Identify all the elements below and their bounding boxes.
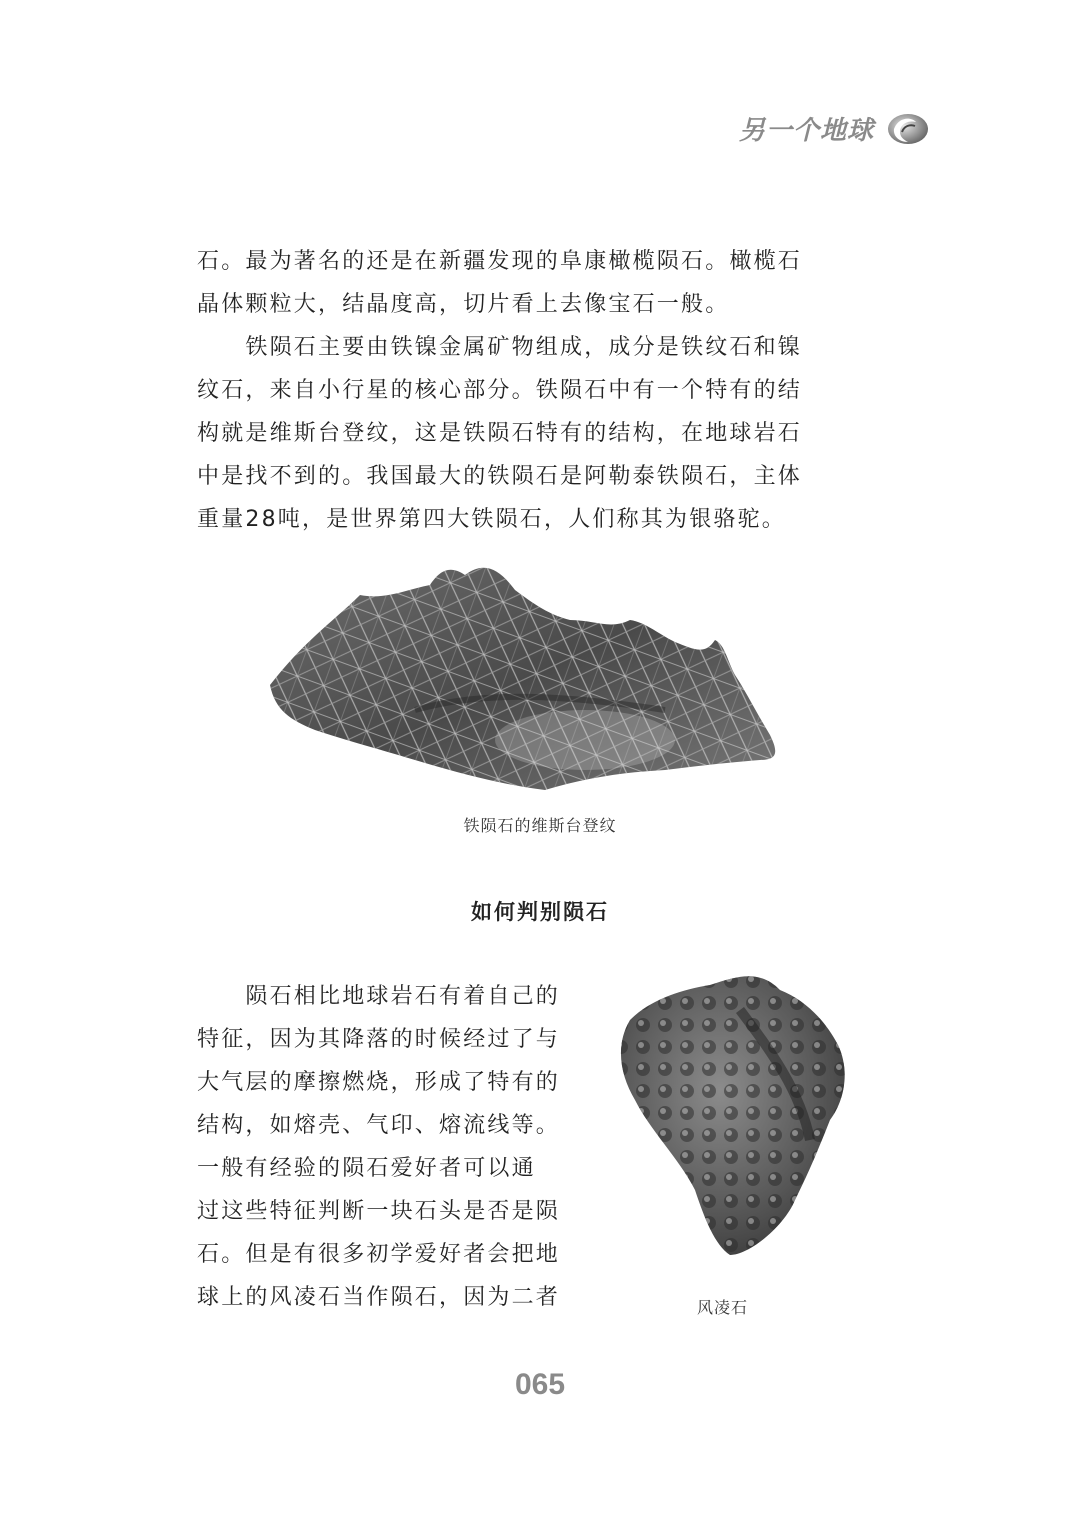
iron-meteorite-image [265, 560, 785, 800]
text-line: 中是找不到的。我国最大的铁陨石是阿勒泰铁陨石，主体 [197, 464, 803, 489]
ventifact-image [610, 970, 855, 1270]
text-line: 纹石，来自小行星的核心部分。铁陨石中有一个特有的结 [197, 378, 803, 403]
crescent-earth-icon [884, 112, 930, 146]
text-line: 特征，因为其降落的时候经过了与 [197, 1027, 561, 1052]
figure-caption-ventifact: 风凌石 [697, 1298, 749, 1317]
text-line: 石。但是有很多初学爱好者会把地 [197, 1242, 561, 1267]
text-line: 一般有经验的陨石爱好者可以通 [197, 1156, 536, 1181]
section-title: 如何判别陨石 [471, 900, 609, 924]
text-line: 过这些特征判断一块石头是否是陨 [197, 1199, 561, 1224]
page-number: 065 [514, 1368, 566, 1401]
figure-caption-iron: 铁陨石的维斯台登纹 [463, 816, 617, 835]
text-line: 结构，如熔壳、气印、熔流线等。 [197, 1113, 561, 1138]
text-line: 重量28吨，是世界第四大铁陨石，人们称其为银骆驼。 [197, 507, 786, 532]
text-line: 石。最为著名的还是在新疆发现的阜康橄榄陨石。橄榄石 [197, 249, 803, 274]
text-line: 陨石相比地球岩石有着自己的 [245, 984, 560, 1009]
text-line: 铁陨石主要由铁镍金属矿物组成，成分是铁纹石和镍 [245, 335, 802, 360]
text-line: 构就是维斯台登纹，这是铁陨石特有的结构，在地球岩石 [197, 421, 803, 446]
text-line: 球上的风凌石当作陨石，因为二者 [197, 1285, 561, 1310]
running-header [739, 110, 930, 147]
section-paragraph [197, 975, 597, 1319]
text-line: 大气层的摩擦燃烧，形成了特有的 [197, 1070, 561, 1095]
paragraph-1 [197, 240, 855, 326]
text-line: 晶体颗粒大，结晶度高，切片看上去像宝石一般。 [197, 292, 730, 317]
header-title: 另一个地球 [738, 116, 874, 146]
paragraph-2 [197, 326, 855, 541]
